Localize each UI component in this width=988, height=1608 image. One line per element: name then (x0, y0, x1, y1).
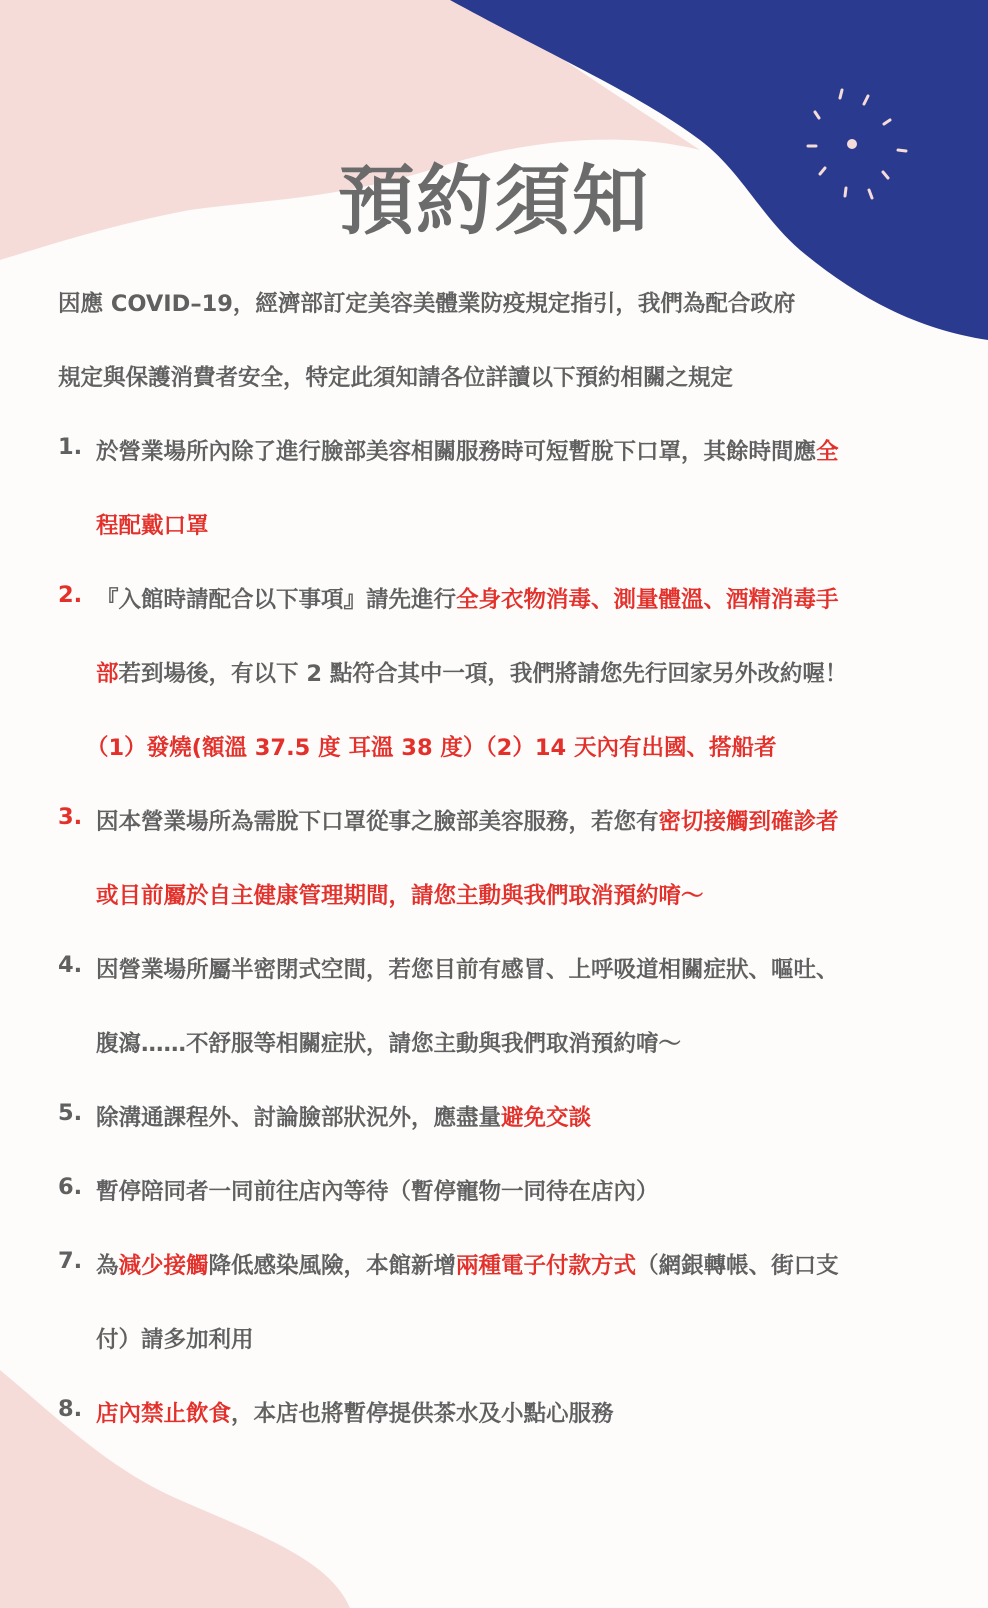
item-highlight: 全 (816, 439, 839, 465)
item-number: 2. (58, 582, 83, 608)
intro-line-1: 因應 COVID–19，經濟部訂定美容美體業防疫規定指引，我們為配合政府 (58, 291, 796, 317)
item-highlight: 兩種電子付款方式 (456, 1253, 637, 1279)
item-highlight: 店內禁止飲食 (96, 1401, 232, 1427)
item-text: 『入館時請配合以下事項』請先進行 (96, 587, 457, 613)
item-highlight: 避免交談 (501, 1105, 592, 1131)
item-text: 於營業場所內除了進行臉部美容相關服務時可短暫脫下口罩，其餘時間應 (96, 439, 817, 465)
item-text: 因本營業場所為需脫下口罩從事之臉部美容服務，若您有 (96, 809, 659, 835)
item-text: ，本店也將暫停提供茶水及小點心服務 (231, 1401, 614, 1427)
item-text: 若到場後，有以下 2 點符合其中一項，我們將請您先行回家另外改約喔！ (118, 661, 848, 687)
item-text: 腹瀉……不舒服等相關症狀，請您主動與我們取消預約唷～ (96, 1031, 682, 1057)
intro-line-2: 規定與保護消費者安全，特定此須知請各位詳讀以下預約相關之規定 (58, 365, 734, 391)
item-highlight: 減少接觸 (118, 1253, 209, 1279)
item-number: 6. (58, 1174, 83, 1200)
item-highlight: 密切接觸到確診者 (658, 809, 839, 835)
item-number: 4. (58, 952, 83, 978)
item-text: （網銀轉帳、街口支 (636, 1253, 839, 1279)
item-highlight: （1）發燒(額溫 37.5 度 耳溫 38 度）（2）14 天內有出國、搭船者 (86, 735, 777, 761)
item-number: 3. (58, 804, 83, 830)
item-text: 為 (96, 1253, 119, 1279)
item-highlight: 程配戴口罩 (96, 513, 209, 539)
item-text: 除溝通課程外、討論臉部狀況外，應盡量 (96, 1105, 502, 1131)
item-text: 付）請多加利用 (96, 1327, 254, 1353)
item-highlight: 或目前屬於自主健康管理期間，請您主動與我們取消預約唷～ (96, 883, 704, 909)
page-title: 預約須知 (338, 156, 650, 245)
item-text: 暫停陪同者一同前往店內等待（暫停寵物一同待在店內） (96, 1179, 659, 1205)
item-highlight: 部 (96, 661, 119, 687)
item-number: 5. (58, 1100, 83, 1126)
item-text: 因營業場所屬半密閉式空間，若您目前有感冒、上呼吸道相關症狀、嘔吐、 (96, 957, 839, 983)
item-number: 8. (58, 1396, 83, 1422)
item-highlight: 全身衣物消毒、測量體溫、酒精消毒手 (456, 587, 839, 613)
item-text: 降低感染風險，本館新增 (208, 1253, 457, 1279)
item-number: 1. (58, 434, 83, 460)
item-number: 7. (58, 1248, 83, 1274)
